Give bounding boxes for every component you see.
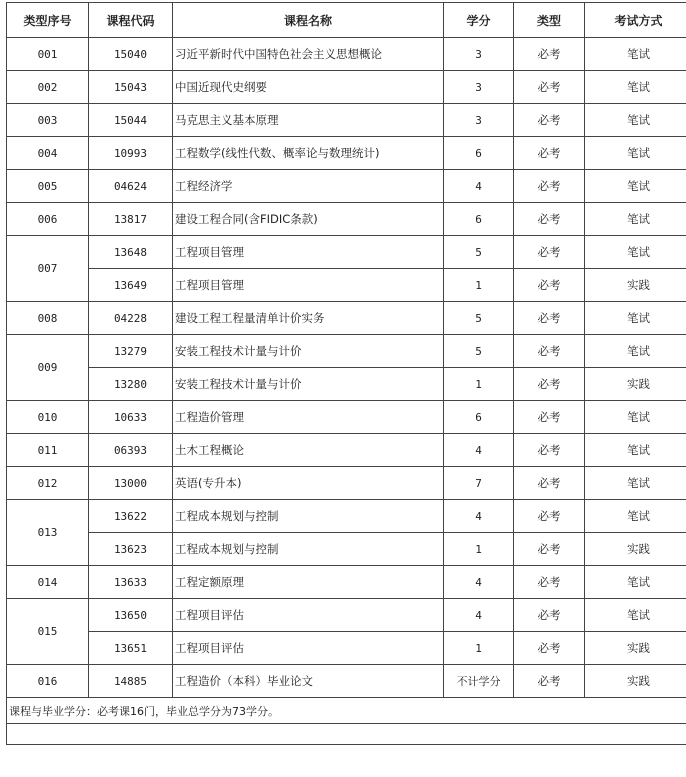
table-row (7, 632, 686, 665)
course-code-cell: 13650 (89, 599, 173, 632)
table-row (7, 137, 686, 170)
table-row (7, 368, 686, 401)
course-code-cell: 13279 (89, 335, 173, 368)
blank-cell (7, 724, 686, 745)
table-row (7, 170, 686, 203)
exam-method-cell: 笔试 (585, 104, 686, 137)
table-row (7, 236, 686, 269)
seq-cell: 002 (7, 71, 89, 104)
type-cell: 必考 (514, 137, 585, 170)
credit-cell: 4 (444, 170, 514, 203)
footer-row (7, 698, 686, 724)
exam-method-cell: 笔试 (585, 137, 686, 170)
blank-row (7, 724, 686, 745)
exam-method-cell: 笔试 (585, 467, 686, 500)
course-code-cell: 15043 (89, 71, 173, 104)
credit-cell: 1 (444, 368, 514, 401)
course-table (6, 2, 686, 745)
seq-cell: 005 (7, 170, 89, 203)
course-name-cell: 工程造价（本科）毕业论文 (173, 665, 444, 698)
type-cell: 必考 (514, 71, 585, 104)
exam-method-cell: 笔试 (585, 302, 686, 335)
credit-cell: 4 (444, 500, 514, 533)
course-code-cell: 14885 (89, 665, 173, 698)
credit-cell: 4 (444, 599, 514, 632)
table-row (7, 467, 686, 500)
header-seq: 类型序号 (7, 3, 89, 38)
credit-cell: 7 (444, 467, 514, 500)
credit-cell: 5 (444, 302, 514, 335)
course-code-cell: 15044 (89, 104, 173, 137)
course-name-cell: 建设工程合同(含FIDIC条款) (173, 203, 444, 236)
seq-cell: 010 (7, 401, 89, 434)
credit-cell: 4 (444, 566, 514, 599)
table-row (7, 533, 686, 566)
table-row (7, 269, 686, 302)
seq-cell: 008 (7, 302, 89, 335)
table-row (7, 71, 686, 104)
course-code-cell: 13633 (89, 566, 173, 599)
exam-method-cell: 笔试 (585, 236, 686, 269)
type-cell: 必考 (514, 632, 585, 665)
credit-cell: 4 (444, 434, 514, 467)
table-row (7, 599, 686, 632)
type-cell: 必考 (514, 500, 585, 533)
header-row (7, 3, 686, 38)
seq-cell: 015 (7, 599, 89, 665)
seq-cell: 001 (7, 38, 89, 71)
seq-cell: 014 (7, 566, 89, 599)
course-name-cell: 建设工程工程量清单计价实务 (173, 302, 444, 335)
exam-method-cell: 笔试 (585, 335, 686, 368)
exam-method-cell: 实践 (585, 368, 686, 401)
course-code-cell: 04228 (89, 302, 173, 335)
credit-cell: 1 (444, 632, 514, 665)
course-name-cell: 安装工程技术计量与计价 (173, 335, 444, 368)
exam-method-cell: 笔试 (585, 170, 686, 203)
credit-cell: 不计学分 (444, 665, 514, 698)
credit-cell: 3 (444, 38, 514, 71)
exam-method-cell: 笔试 (585, 71, 686, 104)
course-name-cell: 安装工程技术计量与计价 (173, 368, 444, 401)
credit-cell: 3 (444, 104, 514, 137)
course-code-cell: 13000 (89, 467, 173, 500)
header-code: 课程代码 (89, 3, 173, 38)
credit-cell: 1 (444, 533, 514, 566)
type-cell: 必考 (514, 368, 585, 401)
exam-method-cell: 笔试 (585, 500, 686, 533)
exam-method-cell: 实践 (585, 533, 686, 566)
course-name-cell: 土木工程概论 (173, 434, 444, 467)
course-name-cell: 工程项目评估 (173, 599, 444, 632)
course-code-cell: 13651 (89, 632, 173, 665)
course-name-cell: 英语(专升本) (173, 467, 444, 500)
header-name: 课程名称 (173, 3, 444, 38)
exam-method-cell: 笔试 (585, 38, 686, 71)
type-cell: 必考 (514, 401, 585, 434)
table-row (7, 335, 686, 368)
credit-cell: 5 (444, 335, 514, 368)
header-credit: 学分 (444, 3, 514, 38)
course-name-cell: 工程项目管理 (173, 236, 444, 269)
type-cell: 必考 (514, 269, 585, 302)
table-row (7, 302, 686, 335)
course-code-cell: 10633 (89, 401, 173, 434)
type-cell: 必考 (514, 170, 585, 203)
course-name-cell: 工程定额原理 (173, 566, 444, 599)
seq-cell: 016 (7, 665, 89, 698)
course-code-cell: 13648 (89, 236, 173, 269)
credit-cell: 5 (444, 236, 514, 269)
credit-cell: 6 (444, 401, 514, 434)
type-cell: 必考 (514, 467, 585, 500)
course-code-cell: 10993 (89, 137, 173, 170)
seq-cell: 003 (7, 104, 89, 137)
exam-method-cell: 笔试 (585, 434, 686, 467)
exam-method-cell: 笔试 (585, 203, 686, 236)
exam-method-cell: 笔试 (585, 401, 686, 434)
course-name-cell: 习近平新时代中国特色社会主义思想概论 (173, 38, 444, 71)
header-type: 类型 (514, 3, 585, 38)
seq-cell: 009 (7, 335, 89, 401)
graduation-credit-note: 课程与毕业学分：必考课16门，毕业总学分为73学分。 (7, 698, 686, 724)
table-row (7, 434, 686, 467)
table-row (7, 38, 686, 71)
course-name-cell: 工程项目管理 (173, 269, 444, 302)
seq-cell: 004 (7, 137, 89, 170)
exam-method-cell: 笔试 (585, 599, 686, 632)
type-cell: 必考 (514, 665, 585, 698)
table-row (7, 500, 686, 533)
type-cell: 必考 (514, 302, 585, 335)
header-exam: 考试方式 (585, 3, 686, 38)
credit-cell: 1 (444, 269, 514, 302)
type-cell: 必考 (514, 104, 585, 137)
type-cell: 必考 (514, 203, 585, 236)
exam-method-cell: 实践 (585, 665, 686, 698)
course-code-cell: 04624 (89, 170, 173, 203)
course-name-cell: 工程造价管理 (173, 401, 444, 434)
seq-cell: 011 (7, 434, 89, 467)
table-row (7, 401, 686, 434)
course-name-cell: 工程成本规划与控制 (173, 500, 444, 533)
seq-cell: 012 (7, 467, 89, 500)
credit-cell: 3 (444, 71, 514, 104)
type-cell: 必考 (514, 335, 585, 368)
seq-cell: 006 (7, 203, 89, 236)
credit-cell: 6 (444, 137, 514, 170)
course-code-cell: 06393 (89, 434, 173, 467)
course-name-cell: 工程项目评估 (173, 632, 444, 665)
course-name-cell: 工程经济学 (173, 170, 444, 203)
course-name-cell: 工程数学(线性代数、概率论与数理统计) (173, 137, 444, 170)
type-cell: 必考 (514, 566, 585, 599)
type-cell: 必考 (514, 236, 585, 269)
credit-cell: 6 (444, 203, 514, 236)
table-row (7, 104, 686, 137)
exam-method-cell: 笔试 (585, 566, 686, 599)
course-name-cell: 工程成本规划与控制 (173, 533, 444, 566)
course-name-cell: 马克思主义基本原理 (173, 104, 444, 137)
seq-cell: 013 (7, 500, 89, 566)
course-code-cell: 13817 (89, 203, 173, 236)
table-row (7, 566, 686, 599)
course-code-cell: 13623 (89, 533, 173, 566)
course-code-cell: 13622 (89, 500, 173, 533)
course-name-cell: 中国近现代史纲要 (173, 71, 444, 104)
seq-cell: 007 (7, 236, 89, 302)
table-row (7, 665, 686, 698)
type-cell: 必考 (514, 434, 585, 467)
exam-method-cell: 实践 (585, 632, 686, 665)
course-code-cell: 13280 (89, 368, 173, 401)
course-code-cell: 13649 (89, 269, 173, 302)
type-cell: 必考 (514, 38, 585, 71)
table-row (7, 203, 686, 236)
type-cell: 必考 (514, 533, 585, 566)
course-code-cell: 15040 (89, 38, 173, 71)
type-cell: 必考 (514, 599, 585, 632)
exam-method-cell: 实践 (585, 269, 686, 302)
